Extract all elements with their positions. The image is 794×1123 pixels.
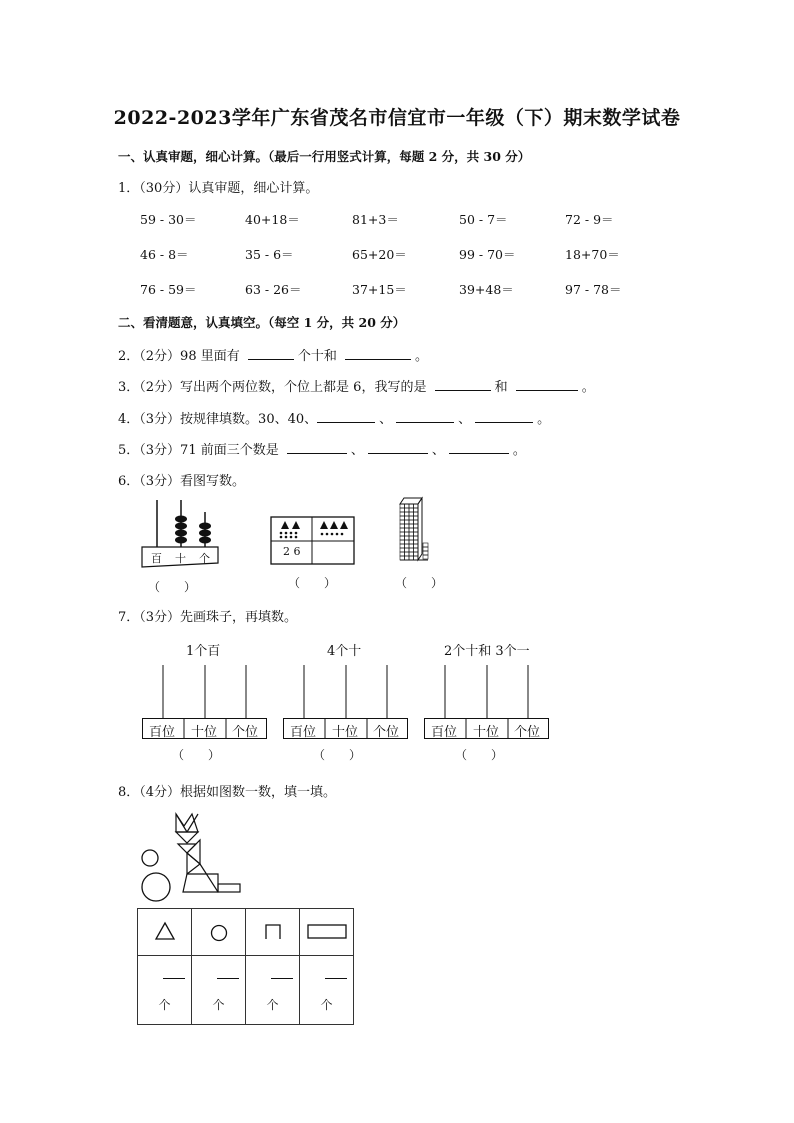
count-answer-row — [138, 956, 354, 1025]
unit-label: 个 — [212, 998, 225, 1012]
question-6: 6．（3分）看图写数。 — [118, 474, 246, 489]
calc-item: 40+18＝ — [245, 212, 300, 227]
place-label: 十位 — [473, 725, 500, 740]
calc-item: 50 - 7＝ — [459, 212, 508, 227]
count-table — [137, 908, 354, 1025]
tangram-cat-figure — [138, 812, 248, 902]
place-label: 个位 — [514, 725, 541, 740]
place-label: 百位 — [149, 725, 176, 740]
calc-item: 18+70＝ — [565, 247, 620, 262]
q2-text: 2．（2分）98 里面有 — [118, 349, 240, 364]
question-4 — [118, 408, 550, 427]
answer-paren[interactable]: （ ） — [313, 748, 362, 762]
q5-text: 5．（3分）71 前面三个数是 — [118, 443, 279, 458]
question-5 — [118, 439, 526, 458]
q4-end: 。 — [537, 412, 551, 427]
q7-abacus-label: 1个百 — [186, 644, 221, 659]
calc-item: 37+15＝ — [352, 282, 407, 297]
q2-text: 个十和 — [297, 349, 337, 364]
square-icon — [261, 920, 285, 942]
answer-blank[interactable] — [435, 378, 491, 391]
calc-item: 39+48＝ — [459, 282, 514, 297]
answer-blank[interactable] — [345, 347, 411, 360]
calc-item: 99 - 70＝ — [459, 247, 516, 262]
q4-sep: 、 — [458, 412, 472, 427]
card-digits: 2 6 — [283, 545, 301, 558]
unit-label: 个 — [320, 998, 333, 1012]
count-answer-cell[interactable] — [300, 956, 354, 1025]
place-label: 十位 — [191, 725, 218, 740]
question-3 — [118, 376, 595, 395]
triangle-icon — [153, 920, 177, 942]
place-label: 百位 — [290, 725, 317, 740]
question-1: 1．（30分）认真审题，细心计算。 — [118, 181, 319, 196]
answer-blank[interactable] — [317, 410, 375, 423]
answer-blank[interactable] — [449, 441, 509, 454]
q3-text: 3．（2分）写出两个两位数，个位上都是 6，我写的是 — [118, 380, 427, 395]
answer-blank[interactable] — [287, 441, 347, 454]
place-label: 百位 — [431, 725, 458, 740]
answer-paren[interactable]: （ ） — [148, 580, 197, 594]
blocks-image — [398, 496, 438, 562]
answer-blank[interactable] — [396, 410, 454, 423]
answer-blank[interactable] — [368, 441, 428, 454]
section1-heading: 一、认真审题，细心计算。（最后一行用竖式计算，每题 2 分，共 30 分） — [118, 149, 531, 164]
calc-item: 59 - 30＝ — [140, 212, 197, 227]
calc-item: 97 - 78＝ — [565, 282, 622, 297]
calc-item: 65+20＝ — [352, 247, 407, 262]
q7-abacus-label: 2个十和 3个一 — [444, 644, 530, 659]
calc-item: 76 - 59＝ — [140, 282, 197, 297]
answer-paren[interactable]: （ ） — [288, 576, 337, 590]
calc-item: 46 - 8＝ — [140, 247, 189, 262]
answer-paren[interactable]: （ ） — [172, 748, 221, 762]
place-label: 个位 — [373, 725, 400, 740]
place-label: 个位 — [232, 725, 259, 740]
count-answer-cell[interactable] — [138, 956, 192, 1025]
count-shape-row — [138, 909, 354, 956]
tangram-cat-image — [138, 812, 248, 902]
calc-item: 35 - 6＝ — [245, 247, 294, 262]
q5-sep: 、 — [431, 443, 445, 458]
count-header-rectangle — [300, 909, 354, 956]
abacus-label: 十 — [175, 552, 186, 565]
answer-blank[interactable] — [248, 347, 294, 360]
q6-blocks-figure — [398, 496, 438, 562]
answer-blank[interactable] — [475, 410, 533, 423]
calc-item: 72 - 9＝ — [565, 212, 614, 227]
calc-item: 63 - 26＝ — [245, 282, 302, 297]
q7-abacus-label: 4个十 — [327, 644, 362, 659]
answer-blank[interactable] — [516, 378, 578, 391]
circle-icon — [207, 920, 231, 942]
q6-card-figure — [270, 516, 356, 566]
q2-text: 。 — [415, 349, 429, 364]
q4-sep: 、 — [379, 412, 393, 427]
count-header-circle — [192, 909, 246, 956]
page-title: 2022-2023学年广东省茂名市信宜市一年级（下）期末数学试卷 — [113, 107, 681, 129]
q6-abacus-figure — [138, 497, 223, 569]
q5-end: 。 — [512, 443, 526, 458]
card-image — [270, 516, 356, 566]
question-7: 7．（3分）先画珠子，再填数。 — [118, 610, 298, 625]
section2-heading: 二、看清题意，认真填空。（每空 1 分，共 20 分） — [118, 315, 406, 330]
count-answer-cell[interactable] — [246, 956, 300, 1025]
question-8: 8．（4分）根据如图数一数，填一填。 — [118, 785, 337, 800]
count-header-triangle — [138, 909, 192, 956]
q7-abacus[interactable] — [424, 665, 550, 741]
q5-sep: 、 — [350, 443, 364, 458]
abacus-label: 个 — [199, 552, 210, 565]
q7-abacus[interactable] — [142, 665, 268, 741]
place-label: 十位 — [332, 725, 359, 740]
q7-abacus[interactable] — [283, 665, 409, 741]
answer-paren[interactable]: （ ） — [395, 576, 444, 590]
calc-item: 81+3＝ — [352, 212, 399, 227]
abacus-label: 百 — [151, 552, 162, 565]
unit-label: 个 — [266, 998, 279, 1012]
rectangle-icon — [304, 920, 350, 942]
unit-label: 个 — [158, 998, 171, 1012]
count-header-square — [246, 909, 300, 956]
question-2 — [118, 345, 428, 364]
answer-paren[interactable]: （ ） — [455, 748, 504, 762]
q3-text: 和 — [494, 380, 508, 395]
q4-text: 4．（3分）按规律填数。30、40、 — [118, 412, 318, 427]
count-answer-cell[interactable] — [192, 956, 246, 1025]
q3-text: 。 — [581, 380, 595, 395]
